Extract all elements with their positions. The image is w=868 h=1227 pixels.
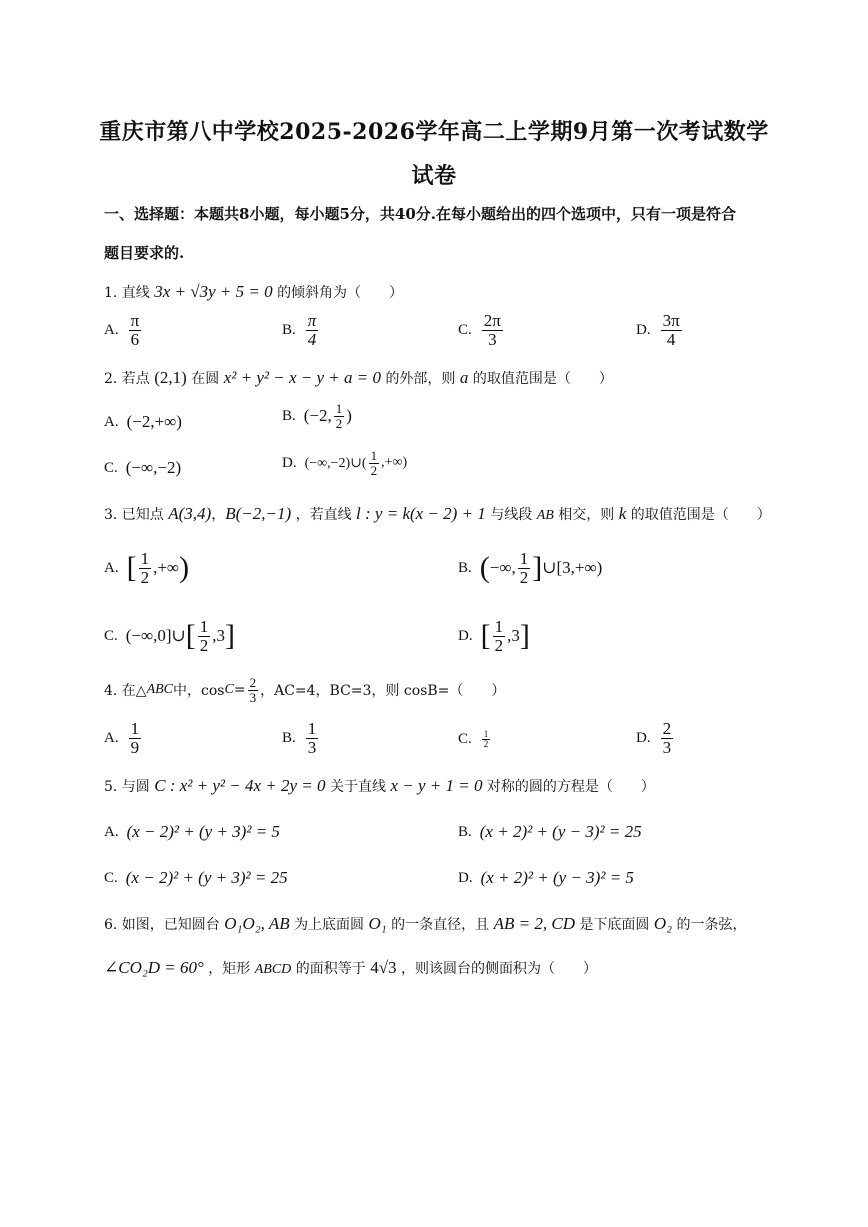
fraction: $\frac{1}{3}$ (307, 719, 317, 757)
exam-title-line2: 试卷 (411, 163, 457, 189)
q4-option-d[interactable]: D. $\frac{2}{3}$ (636, 719, 672, 757)
q1-option-a[interactable]: A. $\frac{\pi}{6}$ (104, 311, 140, 349)
fraction: $\frac{1}{2}$ (519, 549, 529, 587)
question-5: 5. 与圆 C : x² + y² − 4x + 2y = 0 关于直线 x − y + 1 = 0 对称的圆的方程是（ ） (104, 776, 655, 795)
fraction: $\frac{1}{9}$ (130, 719, 140, 757)
q2-option-d[interactable]: D. (−∞,−2)∪( $\frac{1}{2}$ ,+∞) (282, 448, 408, 478)
q5-circle-equation: C : x² + y² − 4x + 2y = 0 (154, 776, 326, 795)
q1-option-b[interactable]: B. $\frac{\pi}{4}$ (282, 311, 317, 349)
q5-option-c[interactable]: C. (x − 2)² + (y + 3)² = 25 (104, 868, 288, 887)
q5-option-d[interactable]: D. (x + 2)² + (y − 3)² = 5 (458, 868, 634, 887)
question-3: 3. 已知点 A(3,4)，B(−2,−1) ，若直线 l : y = k(x − 2) + 1 与线段 AB 相交，则 k 的取值范围是（ ） (104, 504, 771, 523)
fraction: $\frac{1}{2}$ (140, 549, 150, 587)
q2-option-b[interactable]: B. (−2, $\frac{1}{2}$ ) (282, 401, 352, 431)
section-heading-line1: 一、选择题：本题共8小题，每小题5分，共40分.在每小题给出的四个选项中，只有一项是符合 (104, 205, 736, 223)
q1-equation: 3x + √3y + 5 = 0 (154, 282, 273, 301)
question-6-line2: ∠CO₂D = 60° ，矩形 ABCD 的面积等于 4√3 ，则该圆台的侧面积为（ ） (104, 958, 597, 977)
q2-option-c[interactable]: C. (−∞,−2) (104, 458, 182, 477)
q4-option-a[interactable]: A. $\frac{1}{9}$ (104, 719, 140, 757)
fraction: $\frac{1}{2}$ (370, 448, 378, 478)
q3-option-d[interactable]: D. [ $\frac{1}{2}$ ,3 ] (458, 617, 530, 655)
q4-option-c[interactable]: C. $\frac{1}{2}$ (458, 729, 489, 750)
q5-line-equation: x − y + 1 = 0 (390, 776, 483, 795)
section-heading-line2: 题目要求的. (104, 244, 185, 262)
fraction: $\frac{2}{3}$ (662, 719, 672, 757)
q1-option-d[interactable]: D. $\frac{3\pi}{4}$ (636, 311, 680, 349)
q1-number: 1. 直线 (104, 285, 150, 301)
question-1 (104, 282, 403, 302)
question-4: 4. 在△ ABC 中，cos C = $\frac{2}{3}$ ，AC=4，BC=3，则 cosB=（ ） (104, 675, 506, 705)
q3-option-b[interactable]: B. ( −∞, $\frac{1}{2}$ ] ∪[3,+∞) (458, 549, 603, 587)
q3-option-a[interactable]: A. [ $\frac{1}{2}$ ,+∞ ) (104, 549, 190, 587)
fraction: $\frac{1}{2}$ (199, 617, 209, 655)
q5-option-a[interactable]: A. (x − 2)² + (y + 3)² = 5 (104, 822, 280, 841)
q3-option-c[interactable]: C. (−∞,0]∪ [ $\frac{1}{2}$ ,3 ] (104, 617, 236, 655)
fraction: $\frac{2\pi}{3}$ (483, 311, 501, 349)
q3-line-equation: l : y = k(x − 2) + 1 (356, 504, 486, 523)
q5-option-b[interactable]: B. (x + 2)² + (y − 3)² = 25 (458, 822, 642, 841)
q4-option-b[interactable]: B. $\frac{1}{3}$ (282, 719, 317, 757)
fraction: $\frac{1}{2}$ (483, 729, 489, 750)
fraction: $\frac{1}{2}$ (335, 401, 343, 431)
q1-tail: 的倾斜角为（ ） (277, 285, 404, 301)
q2-option-a[interactable]: A. (−2,+∞) (104, 412, 182, 431)
question-6-line1: 6. 如图，已知圆台 O₁O₂, AB 为上底面圆 O₁ 的一条直径，且 AB = 2, CD 是下底面圆 O₂ 的一条弦， (104, 914, 747, 933)
q1-option-c[interactable]: C. $\frac{2\pi}{3}$ (458, 311, 501, 349)
exam-title-line1: 重庆市第八中学校2025-2026学年高二上学期9月第一次考试数学 (99, 119, 769, 145)
question-2: 2. 若点 (2,1) 在圆 x² + y² − x − y + a = 0 的外部，则 a 的取值范围是（ ） (104, 368, 613, 387)
fraction: $\frac{1}{2}$ (494, 617, 504, 655)
fraction: $\frac{\pi}{4}$ (307, 311, 317, 349)
fraction: $\frac{3\pi}{4}$ (662, 311, 680, 349)
fraction: $\frac{\pi}{6}$ (130, 311, 140, 349)
fraction: $\frac{2}{3}$ (249, 675, 257, 705)
q2-equation: x² + y² − x − y + a = 0 (223, 368, 381, 387)
